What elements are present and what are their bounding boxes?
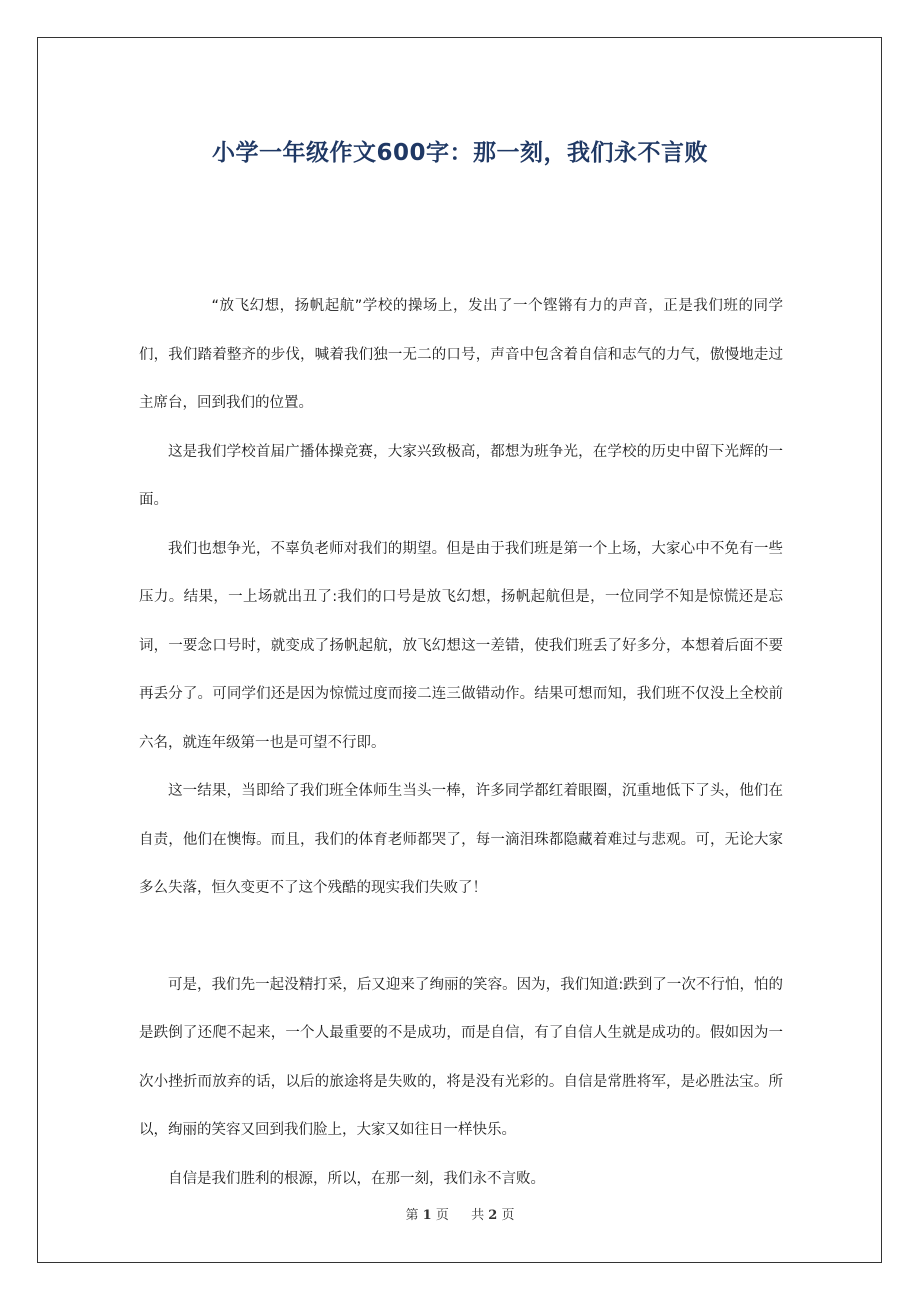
page-number-footer [0, 1206, 920, 1226]
paragraph-4: 这一结果，当即给了我们班全体师生当头一棒，许多同学都红着眼圈，沉重地低下了头，他们在自责，他们在懊悔。而且，我们的体育老师都哭了，每一滴泪珠都隐藏着难过与悲观。可，无论大家多么失落，恒久变更不了这个残酷的现实我们失败了！ [139, 783, 783, 896]
current-page-number: 1 [422, 1208, 432, 1223]
paragraph-3: 我们也想争光，不辜负老师对我们的期望。但是由于我们班是第一个上场，大家心中不免有一些压力。结果，一上场就出丑了:我们的口号是放飞幻想，扬帆起航但是，一位同学不知是惊慌还是忘词，一要念口号时，就变成了扬帆起航，放飞幻想这一差错，使我们班丢了好多分，本想着后面不要再丢分了。可同学们还是因为惊慌过度而接二连三做错动作。结果可想而知，我们班不仅没上全校前六名，就连年级第一也是可望不行即。 [139, 540, 783, 751]
total-suffix: 页 [501, 1208, 515, 1223]
page-prefix: 第 [405, 1208, 419, 1223]
page-suffix: 页 [435, 1208, 449, 1223]
paragraph-2: 这是我们学校首届广播体操竞赛，大家兴致极高，都想为班争光，在学校的历史中留下光辉的一面。 [139, 443, 783, 508]
total-prefix: 共 [471, 1208, 485, 1223]
total-page-count: 2 [488, 1208, 498, 1223]
document-title: 小学一年级作文600字：那一刻，我们永不言败 [211, 140, 708, 167]
paragraph-6: 自信是我们胜利的根源，所以，在那一刻，我们永不言败。 [168, 1170, 545, 1187]
paragraph-5: 可是，我们先一起没精打采，后又迎来了绚丽的笑容。因为，我们知道:跌到了一次不行怕，怕的是跌倒了还爬不起来，一个人最重要的不是成功，而是自信，有了自信人生就是成功的。假如因为一次小挫折而放弃的话，以后的旅途将是失败的，将是没有光彩的。自信是常胜将军，是必胜法宝。所以，绚丽的笑容又回到我们脸上，大家又如往日一样快乐。 [139, 976, 783, 1138]
paragraph-1: “放飞幻想，扬帆起航”学校的操场上，发出了一个铿锵有力的声音，正是我们班的同学们，我们踏着整齐的步伐，喊着我们独一无二的口号，声音中包含着自信和志气的力气，傲慢地走过主席台，回到我们的位置。 [139, 298, 783, 411]
document-body [139, 282, 783, 1203]
